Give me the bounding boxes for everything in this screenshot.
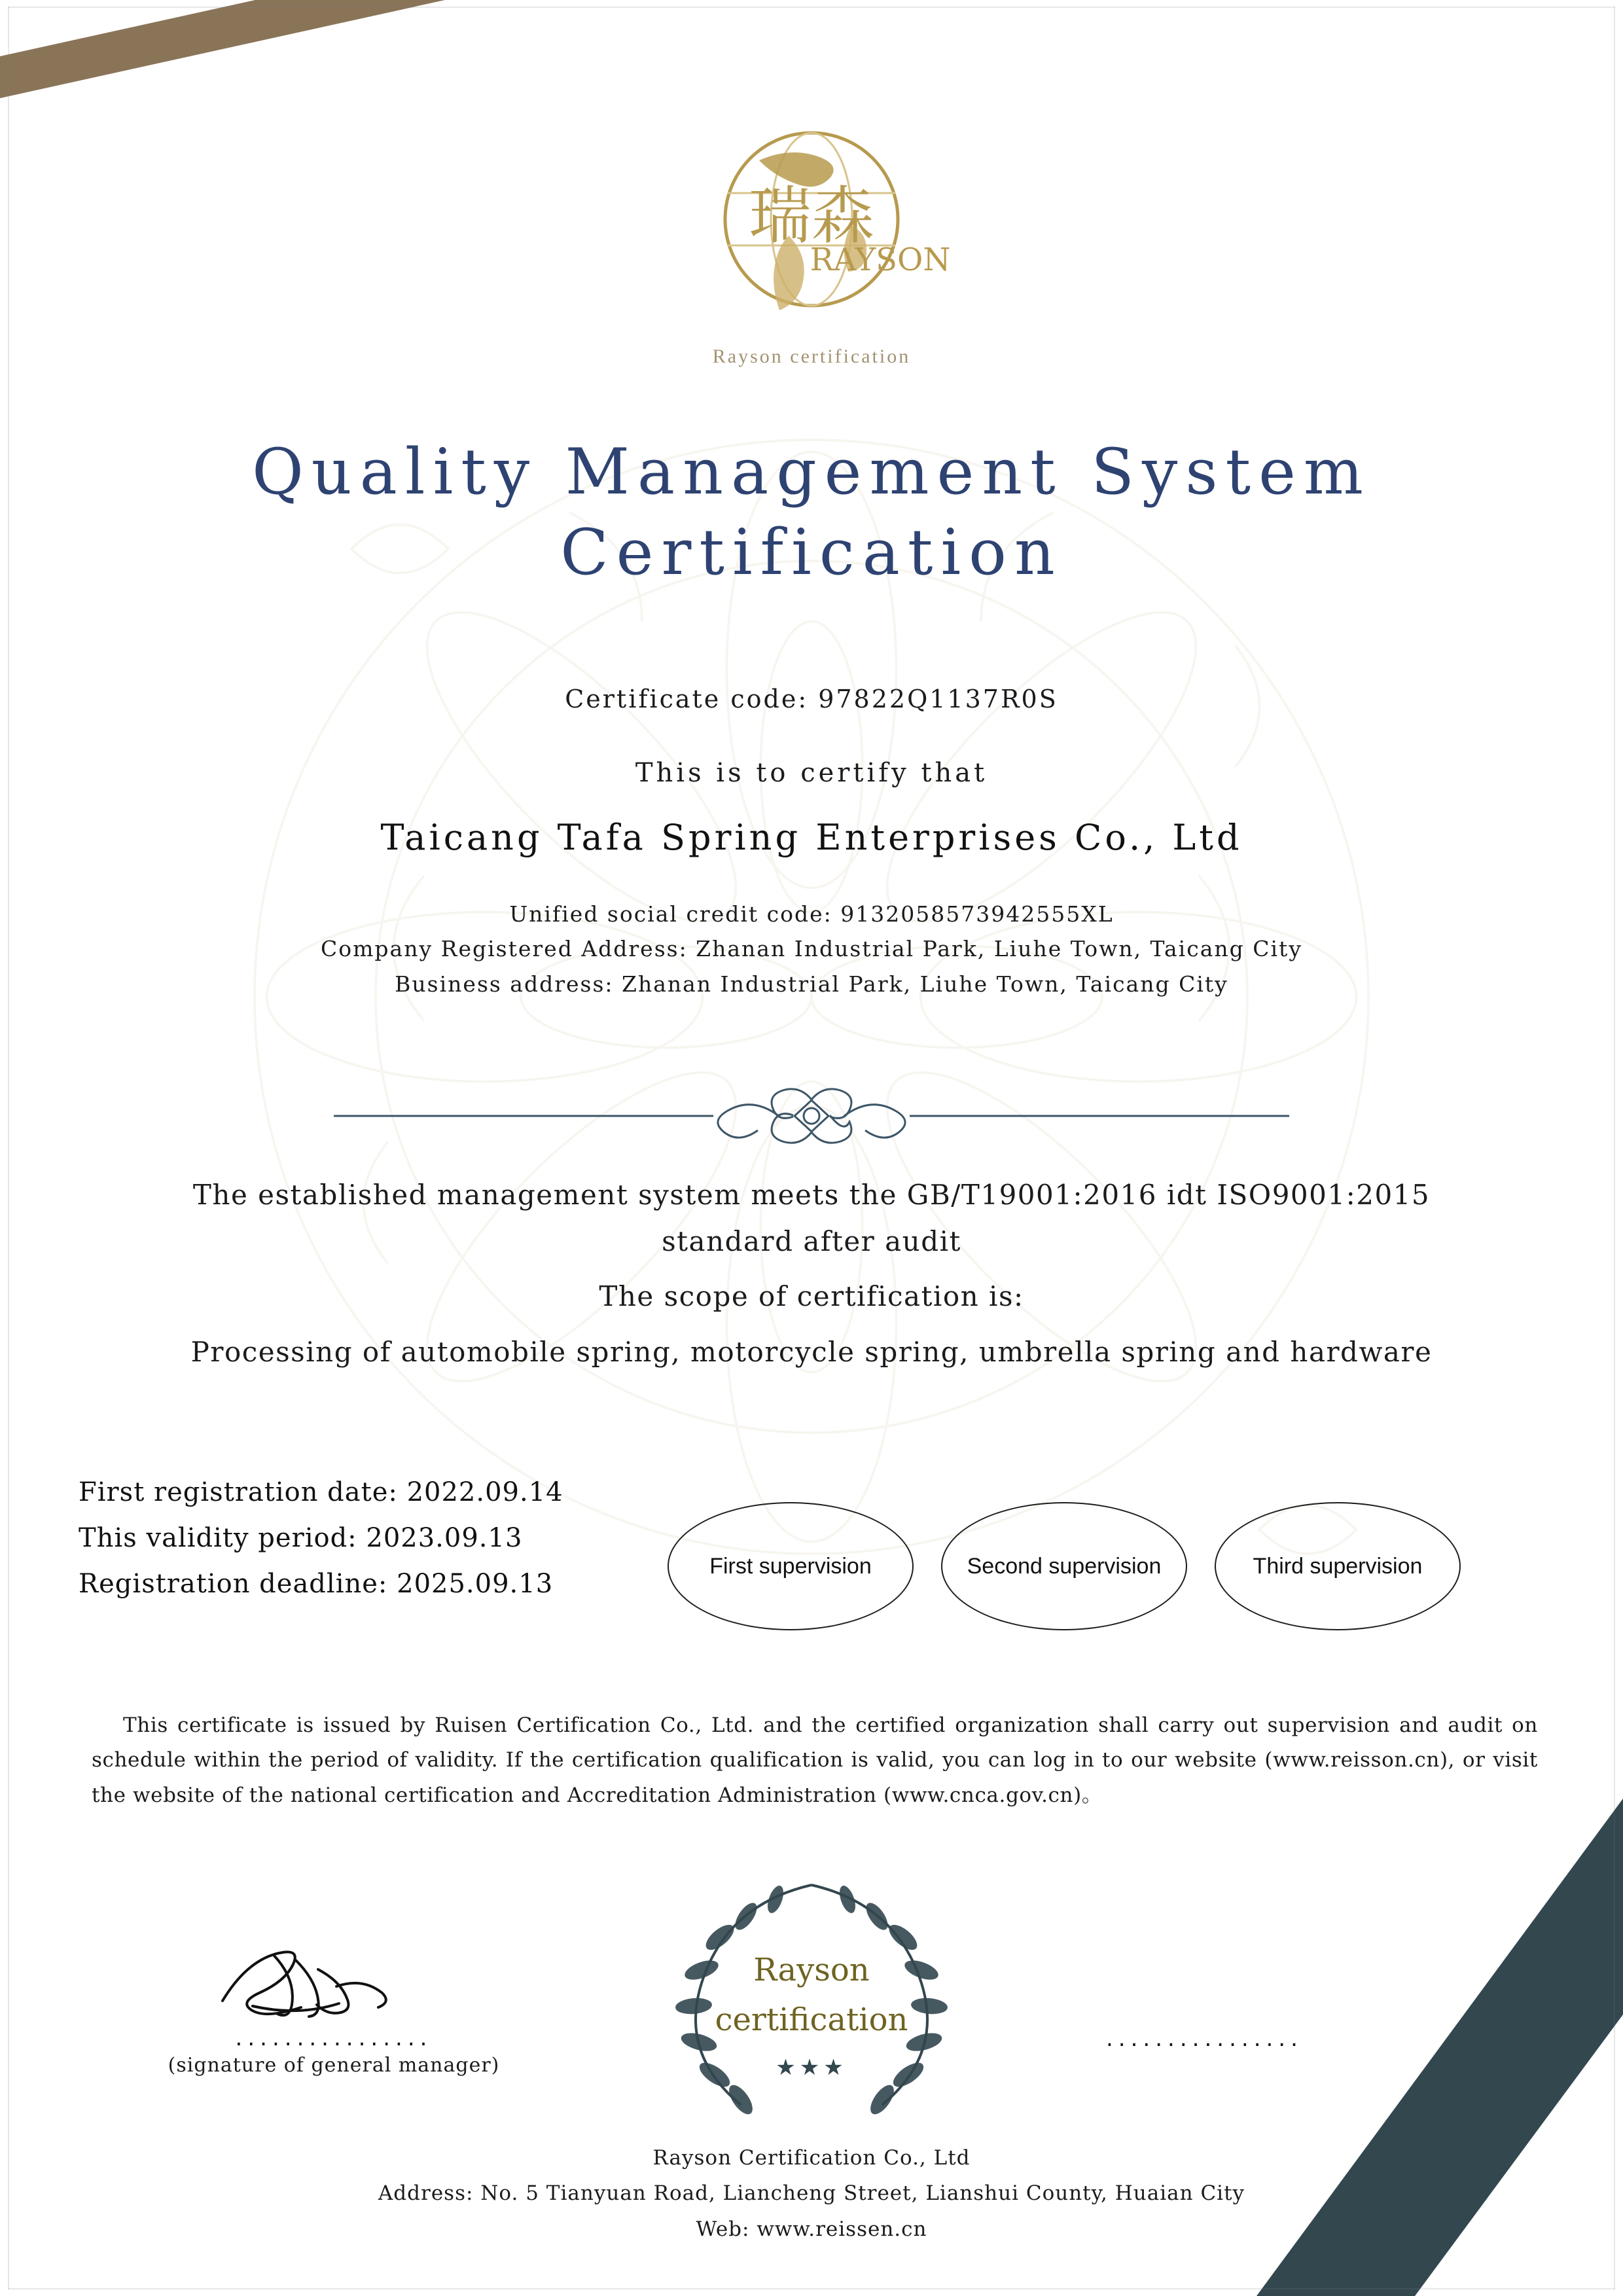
footer-block xyxy=(0,2140,1623,2247)
signature-dotted-line: ................ xyxy=(235,2025,433,2051)
ornamental-divider xyxy=(321,1086,1302,1145)
brand-logo xyxy=(0,121,1623,368)
standard-scope-block xyxy=(0,1172,1623,1376)
notice-body: This certificate is issued by Ruisen Certification Co., Ltd. and the certified organization shall carry out supervision and audit on schedule within the period of validity. If the certification qualification is valid, you can log in to our website (www.reisson.cn), or visit the website of the national certification and Accreditation Administration (www.cnca.gov.cn)。 xyxy=(92,1713,1538,1807)
date-block xyxy=(79,1469,563,1607)
validity-period: This validity period: 2023.09.13 xyxy=(79,1523,523,1553)
footer-address: Address: No. 5 Tianyuan Road, Liancheng Street, Lianshui County, Huaian City xyxy=(378,2181,1245,2206)
scope-text: Processing of automobile spring, motorcycle spring, umbrella spring and hardware xyxy=(190,1336,1433,1369)
business-address: Business address: Zhanan Industrial Park, Liuhe Town, Taicang City xyxy=(395,971,1228,997)
laurel-wreath-seal-icon xyxy=(641,1859,982,2134)
globe-logo-icon xyxy=(654,121,969,337)
brand-en-text: RAYSON xyxy=(810,242,951,278)
seal-line-2: certification xyxy=(715,2001,908,2038)
supervision-oval-second[interactable] xyxy=(941,1502,1187,1630)
supervision-oval-third[interactable] xyxy=(1215,1502,1461,1630)
logo-subtitle: Rayson certification xyxy=(712,346,911,367)
supervision-stamp-area xyxy=(668,1502,1461,1630)
supervision-label-second: Second supervision xyxy=(967,1553,1162,1579)
brand-cn-text: 瑞森 xyxy=(749,179,874,253)
supervision-oval-first[interactable] xyxy=(668,1502,914,1630)
seal-line-1: Rayson xyxy=(753,1952,870,1988)
certify-intro: This is to certify that xyxy=(635,758,988,788)
registration-deadline: Registration deadline: 2025.09.13 xyxy=(79,1569,554,1599)
certificate-code: Certificate code: 97822Q1137R0S xyxy=(565,685,1058,713)
footer-company: Rayson Certification Co., Ltd xyxy=(652,2146,971,2170)
standard-line-1: The established management system meets the GB/T19001:2016 idt ISO9001:2015 xyxy=(192,1179,1431,1211)
certification-seal xyxy=(641,1859,982,2137)
company-name: Taicang Tafa Spring Enterprises Co., Ltd xyxy=(380,817,1243,858)
handwritten-signature-icon xyxy=(196,1941,471,2026)
title-line-1: Quality Management System xyxy=(252,435,1371,509)
seal-stars: ★★★ xyxy=(776,2054,847,2081)
notice-text xyxy=(92,1708,1538,1813)
first-registration-date: First registration date: 2022.09.14 xyxy=(79,1477,563,1507)
registered-address: Company Registered Address: Zhanan Industrial Park, Liuhe Town, Taicang City xyxy=(321,936,1302,962)
date-dotted-line: ................ xyxy=(1106,2026,1303,2052)
signature-label: (signature of general manager) xyxy=(168,2054,500,2077)
supervision-label-third: Third supervision xyxy=(1253,1553,1423,1579)
title-line-2: Certification xyxy=(560,515,1063,589)
supervision-label-first: First supervision xyxy=(709,1553,872,1579)
footer-web: Web: www.reissen.cn xyxy=(696,2217,927,2241)
standard-line-2: standard after audit xyxy=(662,1225,961,1258)
scope-intro: The scope of certification is: xyxy=(599,1280,1024,1312)
page-title xyxy=(0,432,1623,593)
signature-block xyxy=(151,1941,517,2077)
organization-details xyxy=(0,897,1623,1001)
credit-code: Unified social credit code: 9132058573942555XL xyxy=(509,901,1114,927)
